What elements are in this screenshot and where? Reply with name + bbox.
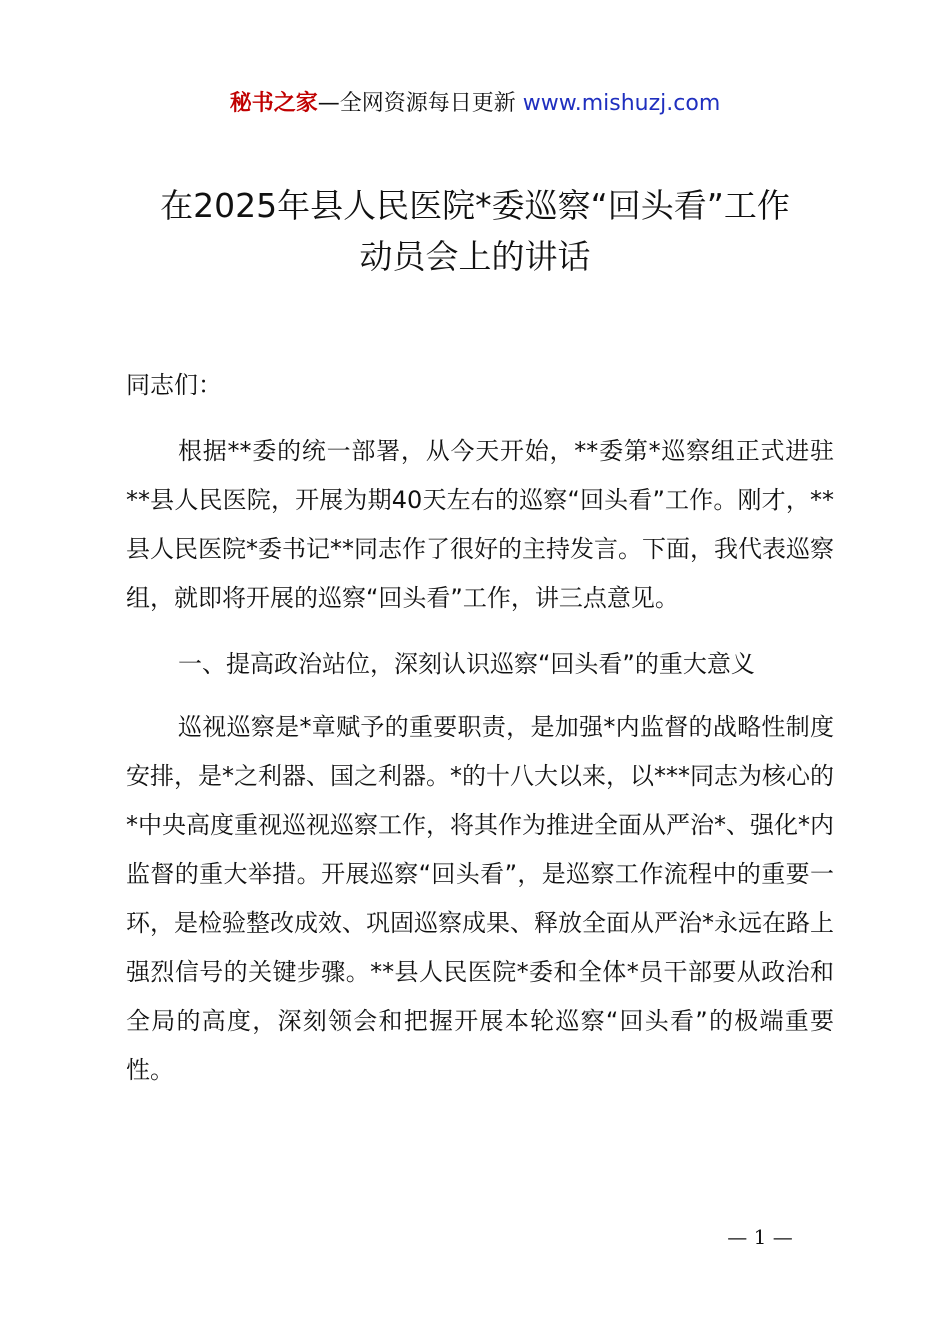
title-line-2: 动员会上的讲话 [359, 237, 591, 276]
section-heading-1: 一、提高政治站位，深刻认识巡察“回头看”的重大意义 [178, 650, 755, 678]
header-slogan: —全网资源每日更新 [317, 91, 516, 116]
page-number: — 1 — [727, 1225, 793, 1249]
document-body [126, 361, 834, 1095]
brand-name: 秘书之家 [229, 91, 318, 116]
site-url-link[interactable]: www.mishuzj.com [522, 91, 721, 116]
paragraph-section-1: 巡视巡察是*章赋予的重要职责，是加强*内监督的战略性制度安排，是*之利器、国之利器。*的十八大以来，以***同志为核心的*中央高度重视巡视巡察工作，将其作为推进全面从严治*、强化*内监督的重大举措。开展巡察“回头看”，是巡察工作流程中的重要一环，是检验整改成效、巩固巡察成果、释放全面从严治*永远在路上强烈信号的关键步骤。**县人民医院*委和全体*员干部要从政治和全局的高度，深刻领会和把握开展本轮巡察“回头看”的极端重要性。 [126, 713, 834, 1084]
paragraph-intro: 根据**委的统一部署，从今天开始，**委第*巡察组正式进驻**县人民医院，开展为期40天左右的巡察“回头看”工作。刚才，**县人民医院*委书记**同志作了很好的主持发言。下面，我代表巡察组，就即将开展的巡察“回头看”工作，讲三点意见。 [126, 437, 834, 612]
site-header [0, 88, 950, 120]
document-title [60, 180, 890, 282]
title-line-1: 在2025年县人民医院*委巡察“回头看”工作 [160, 186, 790, 225]
salutation: 同志们： [126, 371, 222, 399]
